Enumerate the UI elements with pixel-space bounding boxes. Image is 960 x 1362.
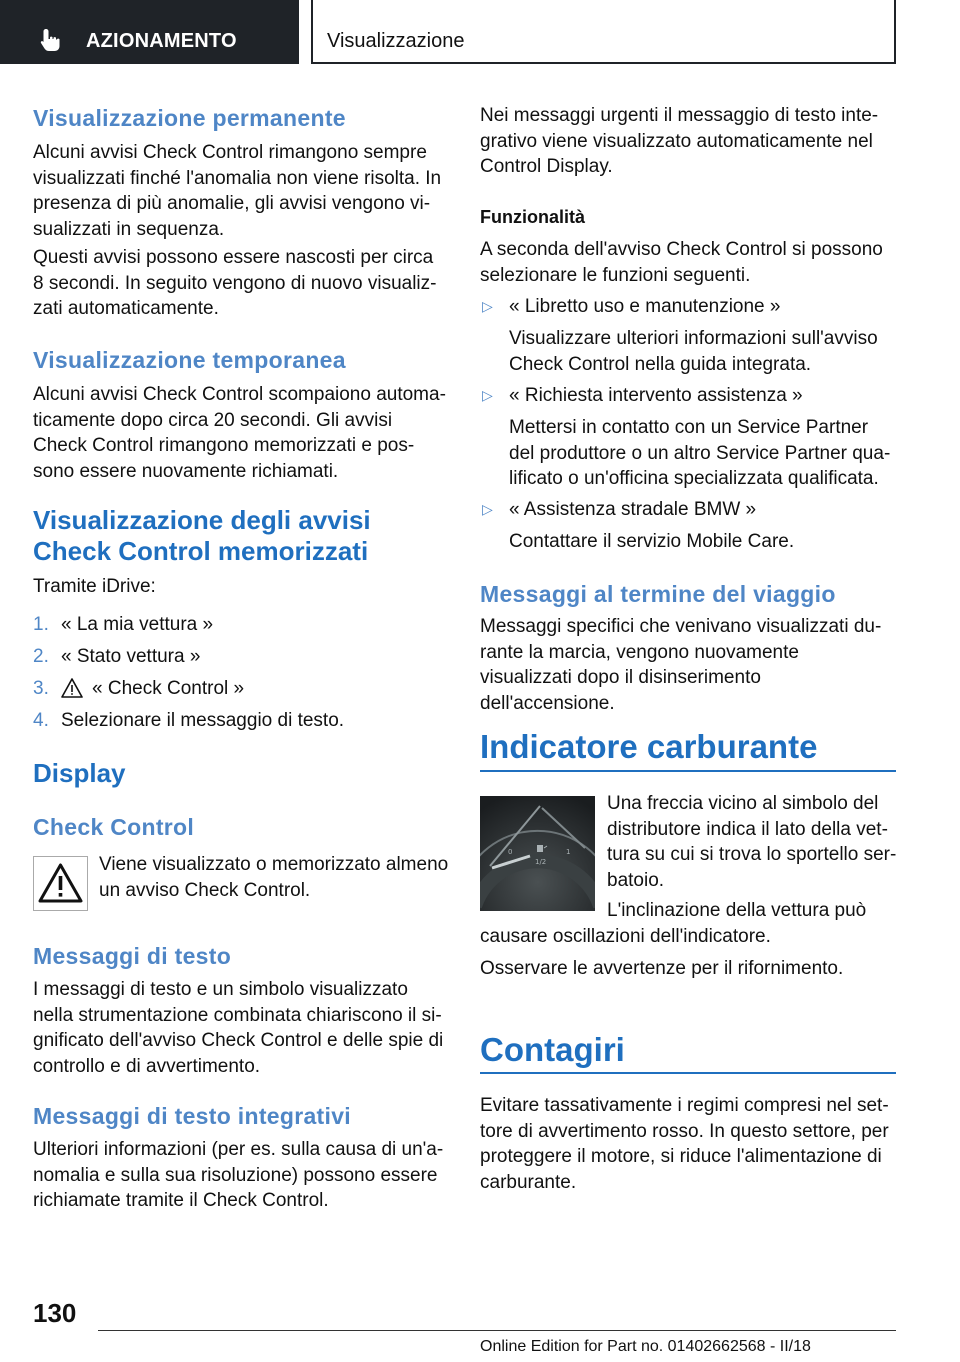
check-control-symbol xyxy=(33,856,88,911)
gauge-label-one: 1 xyxy=(566,848,571,856)
heading-text-messages: Messaggi di testo xyxy=(33,943,232,969)
heading-end-of-trip-messages: Messaggi al termine del viaggio xyxy=(480,581,836,607)
footer-divider xyxy=(98,1330,896,1331)
function-description: Mettersi in contatto con un Service Partner del produttore o un altro Service Partner qua-lificato o un'officina specializzata qualificata. xyxy=(509,417,891,489)
heading-fuel-gauge: Indicatore carburante xyxy=(480,728,818,765)
step-text: « Stato vettura » xyxy=(61,646,201,667)
heading-underline xyxy=(480,1072,896,1074)
step-number: 1. xyxy=(33,614,49,635)
bullet-arrow-icon: ▷ xyxy=(482,298,493,314)
header-section-label: AZIONAMENTO xyxy=(86,30,237,52)
warning-triangle-icon xyxy=(61,678,83,698)
function-description: Visualizzare ulteriori informazioni sull'avviso Check Control nella guida integrata. xyxy=(509,328,878,375)
para-functions: A seconda dell'avviso Check Control si possono selezionare le funzioni seguenti. xyxy=(480,239,883,286)
heading-stored-messages: Visualizzazione degli avvisi Check Control memorizzati xyxy=(33,505,371,566)
function-label: « Richiesta intervento assistenza » xyxy=(509,385,803,406)
function-description: Contattare il servizio Mobile Care. xyxy=(509,531,795,552)
para-text-messages: I messaggi di testo e un simbolo visualizzato nella strumentazione combinata chiariscono il si-gnificato dell'avviso Check Control e delle spie di controllo e di avvertimento. xyxy=(33,979,444,1077)
footer-edition: Online Edition for Part no. 01402662568 - II/18 xyxy=(480,1338,811,1355)
gauge-label-half: 1/2 xyxy=(535,858,547,866)
para-permanent-1: Alcuni avvisi Check Control rimangono sempre visualizzati finché l'anomalia non viene risolta. In presenza di più anomalie, gli avvisi vengono vi-sualizzati in sequenza. xyxy=(33,142,442,240)
function-label: « Libretto uso e manutenzione » xyxy=(509,296,781,317)
bullet-arrow-icon: ▷ xyxy=(482,387,493,403)
step-text: « La mia vettura » xyxy=(61,614,214,635)
heading-check-control: Check Control xyxy=(33,814,195,840)
para-tachometer: Evitare tassativamente i regimi compresi nel set-tore di avvertimento rosso. In questo settore, per proteggere il motore, si riduce l'alimentazione di carburante. xyxy=(480,1095,889,1193)
header-chapter-label: Visualizzazione xyxy=(327,30,465,52)
para-supplementary-messages: Ulteriori informazioni (per es. sulla causa di un'a-nomalia e sulla sua risoluzione) possono essere richiamate tramite il Check Control. xyxy=(33,1139,444,1211)
para-fuel-tilt-line1 xyxy=(480,898,896,949)
para-check-control: Viene visualizzato o memorizzato almeno un avviso Check Control. xyxy=(99,854,449,901)
heading-functions: Funzionalità xyxy=(480,207,585,227)
step-number: 2. xyxy=(33,646,49,667)
para-fuel-arrow: Una freccia vicino al simbolo del distributore indica il lato della vet-tura su cui si trova lo sportello ser-batoio. xyxy=(607,793,897,891)
para-idrive: Tramite iDrive: xyxy=(33,576,156,597)
para-end-of-trip: Messaggi specifici che venivano visualizzati du-rante la marcia, vengono nuovamente visualizzati dopo il disinserimento dell'accensione. xyxy=(480,616,882,714)
heading-underline xyxy=(480,770,896,772)
para-urgent-messages: Nei messaggi urgenti il messaggio di testo inte-grativo viene visualizzato automaticamente nel Control Display. xyxy=(480,105,879,177)
warning-triangle-icon xyxy=(38,863,83,903)
heading-display: Display xyxy=(33,758,126,788)
hand-pointer-icon xyxy=(38,27,64,53)
function-label: « Assistenza stradale BMW » xyxy=(509,499,757,520)
para-temporary: Alcuni avvisi Check Control scompaiono automa-ticamente dopo circa 20 secondi. Gli avvisi Check Control rimangono memorizzati e pos-sono essere nuovamente richiamati. xyxy=(33,384,446,482)
gauge-label-zero: 0 xyxy=(508,848,513,856)
para-fuel-tilt: L'inclinazione della vettura può causare oscillazioni dell'indicatore. xyxy=(480,900,867,947)
heading-temporary-display: Visualizzazione temporanea xyxy=(33,347,346,373)
fuel-gauge-image xyxy=(480,796,595,911)
bullet-arrow-icon: ▷ xyxy=(482,501,493,517)
step-number: 3. xyxy=(33,678,49,699)
step-text: « Check Control » xyxy=(92,678,245,699)
page-number: 130 xyxy=(33,1298,77,1328)
step-number: 4. xyxy=(33,710,49,731)
para-permanent-2: Questi avvisi possono essere nascosti per circa 8 secondi. In seguito vengono di nuovo visualiz-zati automaticamente. xyxy=(33,247,437,319)
para-fuel-refuel: Osservare le avvertenze per il rifornimento. xyxy=(480,958,844,979)
heading-supplementary-messages: Messaggi di testo integrativi xyxy=(33,1103,351,1129)
heading-tachometer: Contagiri xyxy=(480,1031,625,1068)
heading-permanent-display: Visualizzazione permanente xyxy=(33,105,346,131)
step-text: Selezionare il messaggio di testo. xyxy=(61,710,345,731)
